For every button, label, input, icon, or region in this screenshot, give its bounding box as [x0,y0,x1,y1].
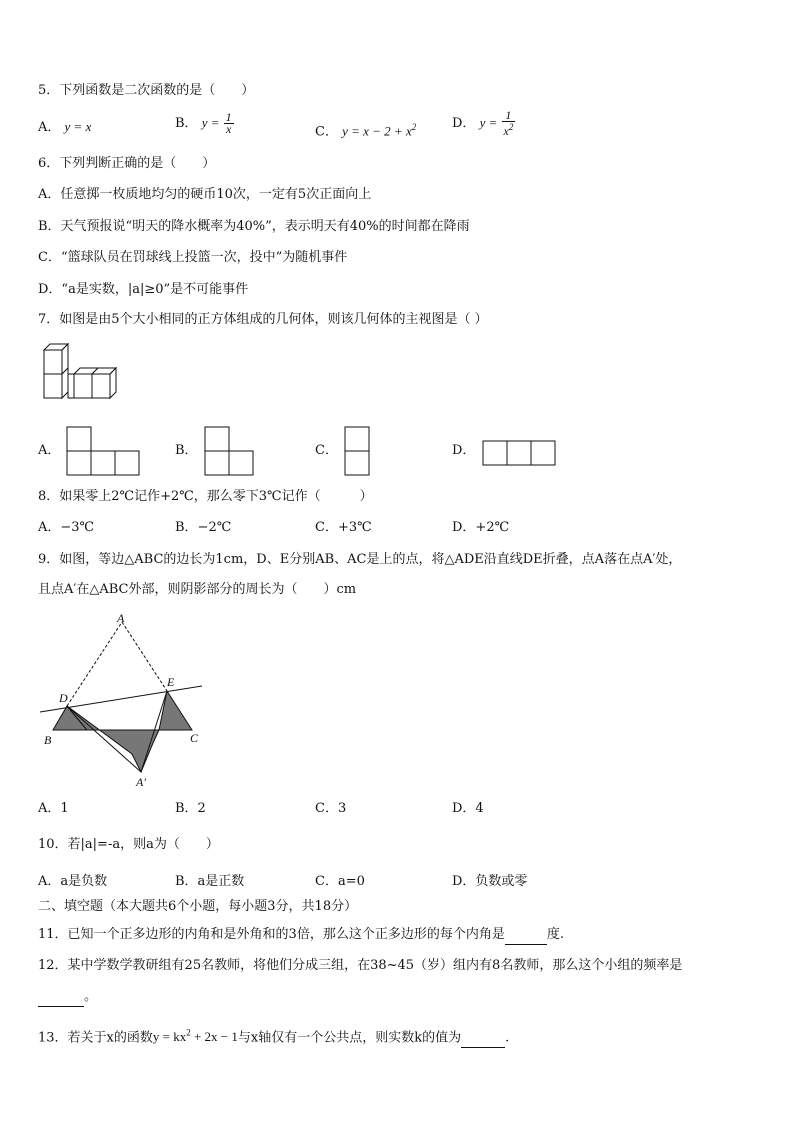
q13-text: 13．若关于x的函数 [38,1030,153,1046]
q8-option-d: D．+2℃ [452,520,510,535]
exponent: 2 [508,122,514,132]
exponent: 2 [411,122,417,132]
option-label: A． [38,120,61,135]
q9-stem-line1: 9．如图，等边△ABC的边长为1cm，D、E分别AB、AC是上的点，将△ADE沿直线DE折叠，点A落在点A′处， [38,552,682,567]
denominator-base: x [503,124,509,138]
q9-option-a: A．1 [38,801,69,816]
answer-blank [505,926,547,945]
q12-suffix: 。 [84,989,98,1004]
answer-blank [461,1029,505,1048]
numerator: 1 [225,110,232,124]
q5-stem: 5．下列函数是二次函数的是（ ） [38,83,255,98]
q11 [38,926,564,945]
q6-option-d: D．“a是实数，|a|≥0”是不可能事件 [38,282,249,297]
q10-option-d: D．负数或零 [452,874,528,889]
expr-part: y = kx [152,1029,187,1045]
section-heading: 二、填空题（本大题共6个小题，每小题3分，共18分） [38,899,358,914]
q11-text: 11．已知一个正多边形的内角和是外角和的3倍，那么这个正多边形的每个内角是 [38,927,505,942]
q8-option-c: C．+3℃ [315,520,372,535]
q6-stem: 6．下列判断正确的是（ ） [38,156,216,171]
q11-suffix: 度. [546,927,564,942]
q10-option-a: A．a是负数 [38,874,108,889]
q7-option-d-label: D． [452,443,476,458]
label-C: C [190,731,199,745]
q13-suffix: . [505,1030,510,1046]
exponent: 2 [186,1028,191,1038]
q8-stem: 8．如果零上2℃记作+2℃，那么零下3℃记作（ ） [38,489,373,504]
math-expression: y = x − 2 + x [342,123,412,139]
q6-option-b: B．天气预报说“明天的降水概率为40%”，表示明天有40%的时间都在降雨 [38,219,470,234]
q7-option-b-label: B． [175,443,198,458]
option-label: C． [315,124,338,140]
q6-option-a: A．任意掷一枚质地均匀的硬币10次，一定有5次正面向上 [38,187,372,202]
q6-option-c: C．“篮球队员在罚球线上投篮一次，投中”为随机事件 [38,250,348,265]
math-expression [153,1029,238,1044]
fraction [502,110,516,137]
answer-blank [38,988,84,1007]
fraction [224,112,234,135]
q7-option-a-label: A． [38,443,61,458]
math-expression: y = x [64,119,92,134]
q13-text-mid: 与x轴仅有一个公共点，则实数k的值为 [237,1030,462,1046]
q10-option-c: C．a=0 [315,874,365,889]
label-A-prime: A′ [136,775,146,789]
q5-option-a [38,118,91,137]
q8-option-a: A．−3℃ [38,520,95,535]
math-lhs: y = [479,115,498,130]
label-D: D [59,691,68,705]
expr-part: + 2x − 1 [190,1029,238,1045]
q5-option-d [452,110,515,137]
q13 [38,1024,509,1048]
q9-option-d: D．4 [452,801,484,816]
q7-stem: 7．如图是由5个大小相同的正方体组成的几何体，则该几何体的主视图是（ ） [38,312,488,327]
option-label: B． [175,116,198,131]
q9-option-c: C．3 [315,801,347,816]
numerator: 1 [502,110,516,122]
label-A: A [117,611,125,625]
q9-stem-line2: 且点A′在△ABC外部，则阴影部分的周长为（ ）cm [38,582,357,597]
math-lhs: y = [201,115,220,130]
q12-line2 [38,988,97,1007]
q10-stem: 10．若|a|=-a，则a为（ ） [38,837,219,852]
q8-option-b: B．−2℃ [175,520,232,535]
q7-option-c-view [344,426,372,476]
q9-option-b: B．2 [175,801,206,816]
q7-option-c-label: C． [315,443,338,458]
denominator [502,122,516,137]
q7-option-b-view [204,426,256,476]
q7-option-d-view [482,440,558,466]
q9-triangle-figure [36,610,216,790]
q5-option-c [315,118,416,141]
q10-option-b: B．a是正数 [175,874,245,889]
label-E: E [167,675,175,689]
option-label: D． [452,116,476,131]
q7-cubes-figure [40,344,124,406]
label-B: B [44,733,52,747]
denominator: x [225,122,232,136]
q7-option-a-view [66,426,140,476]
q5-option-b [175,112,234,135]
q12-line1: 12．某中学数学教研组有25名教师，将他们分成三组，在38~45（岁）组内有8名教师，那么这个小组的频率是 [38,958,683,973]
